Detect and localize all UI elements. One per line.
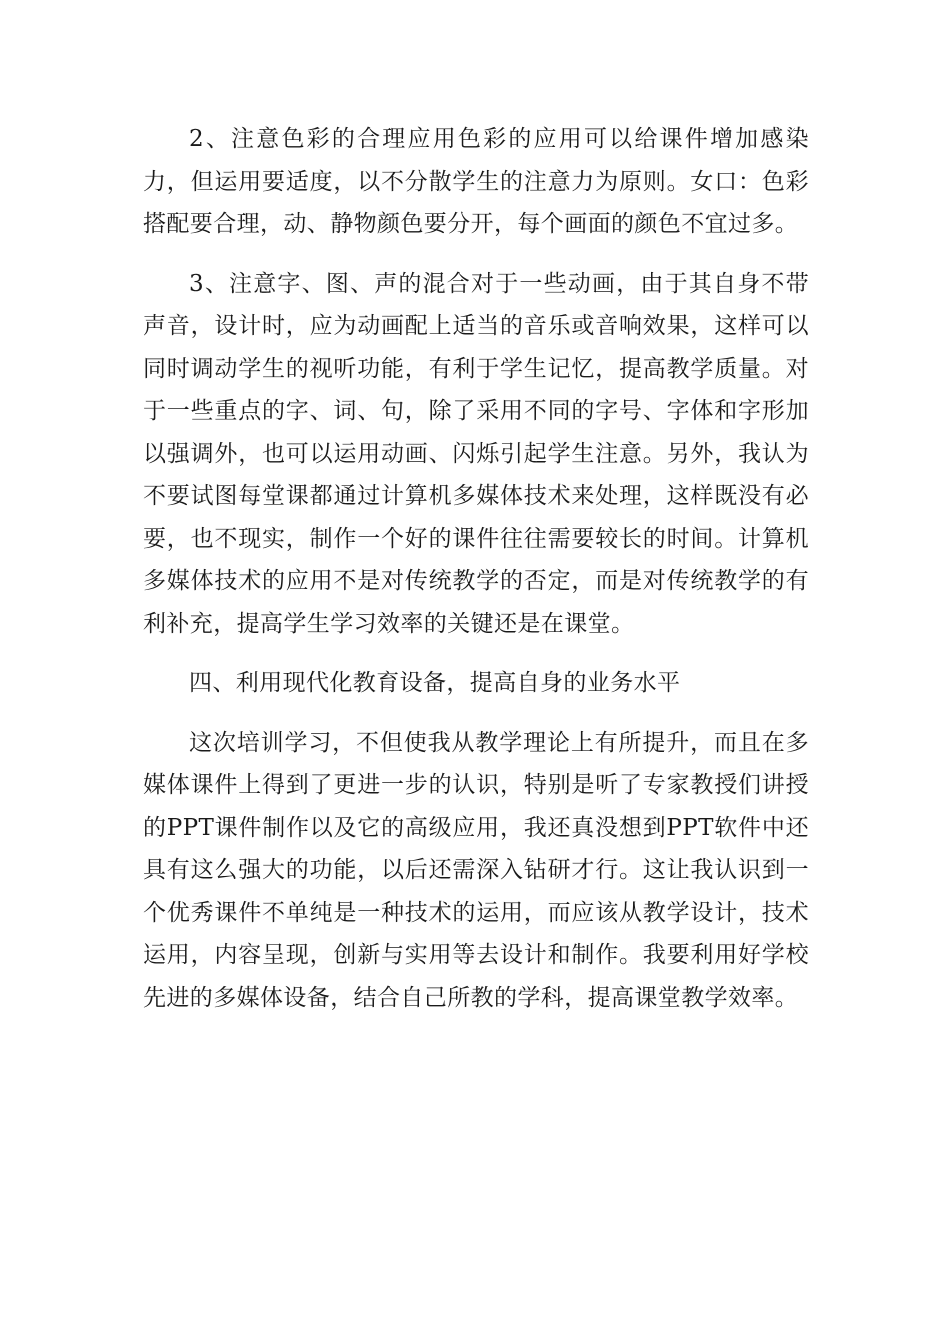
paragraph-text-image-sound: 3、注意字、图、声的混合对于一些动画，由于其自身不带声音，设计时，应为动画配上适当的音乐或音响效果，这样可以同时调动学生的视听功能，有利于学生记忆，提高教学质量。对于一些重点的字、词、句，除了采用不同的字号、字体和字形加以强调外，也可以运用动画、闪烁引起学生注意。另外，我认为不要试图每堂课都通过计算机多媒体技术来处理，这样既没有必要，也不现实，制作一个好的课件往往需要较长的时间。计算机多媒体技术的应用不是对传统教学的否定，而是对传统教学的有利补充，提高学生学习效率的关键还是在课堂。 xyxy=(143,270,809,637)
document-body xyxy=(143,118,809,1036)
paragraph-color-usage: 2、注意色彩的合理应用色彩的应用可以给课件增加感染力，但运用要适度，以不分散学生的注意力为原则。女口：色彩搭配要合理，动、静物颜色要分开，每个画面的颜色不宜过多。 xyxy=(143,126,809,237)
paragraph-training-reflection: 这次培训学习，不但使我从教学理论上有所提升，而且在多媒体课件上得到了更进一步的认识，特别是听了专家教授们讲授的PPT课件制作以及它的高级应用，我还真没想到PPT软件中还具有这么强大的功能，以后还需深入钻研才行。这让我认识到一个优秀课件不单纯是一种技术的运用，而应该从教学设计，技术运用，内容呈现，创新与实用等去设计和制作。我要利用好学校先进的多媒体设备，结合自己所教的学科，提高课堂教学效率。 xyxy=(143,729,809,1011)
section-heading: 四、利用现代化教育设备，提高自身的业务水平 xyxy=(189,670,681,696)
